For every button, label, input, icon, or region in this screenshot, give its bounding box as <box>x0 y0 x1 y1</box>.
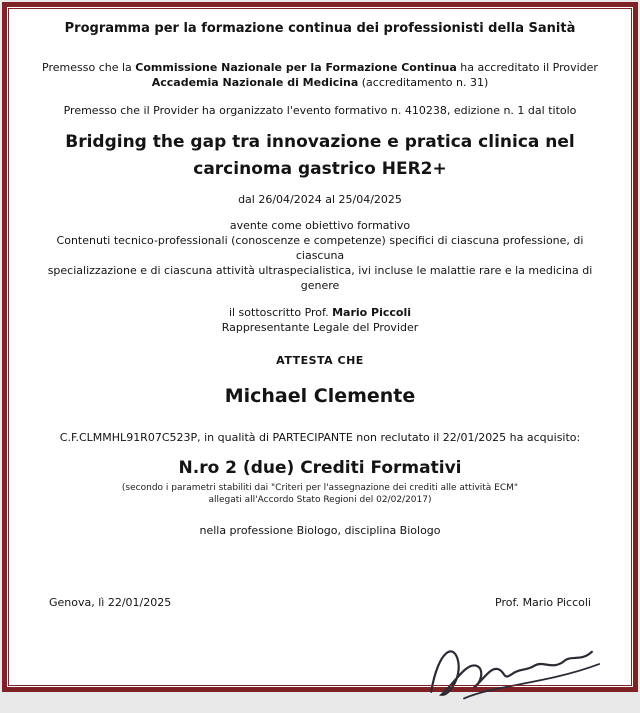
credits-note <box>37 482 603 506</box>
page-title: Programma per la formazione continua dei professionisti della Sanità <box>64 21 576 36</box>
participant-name: Michael Clemente <box>224 385 416 407</box>
fiscal-code-line: C.F.CLMMHL91R07C523P, in qualità di PARTECIPANTE non reclutato il 22/01/2025 ha acquisito: <box>59 431 581 444</box>
objective-line-2: Contenuti tecnico-professionali (conoscenze e competenze) specifici di ciascuna professione, di ciascuna <box>56 234 584 262</box>
legal-representative-role: Rappresentante Legale del Provider <box>221 321 419 334</box>
signer-name: Prof. Mario Piccoli <box>495 596 591 609</box>
event-title-line-2: carcinoma gastrico HER2+ <box>193 159 447 179</box>
premise1-text-1: Premesso che la <box>42 61 136 74</box>
profession-line: nella professione Biologo, disciplina Biologo <box>199 524 441 537</box>
undersigned-text: il sottoscritto Prof. <box>228 306 333 319</box>
objective-line-1: avente come obiettivo formativo <box>229 219 411 232</box>
legal-representative-name-bold: Mario Piccoli <box>332 306 412 319</box>
certificate-sheet <box>2 2 638 692</box>
credits-title: N.ro 2 (due) Crediti Formativi <box>178 458 462 478</box>
credits-note-line-2: allegati all'Accordo Stato Regioni del 02/02/2017) <box>208 495 432 505</box>
certificate-content <box>7 7 633 609</box>
signature-image <box>416 621 612 712</box>
event-dates: dal 26/04/2024 al 25/04/2025 <box>238 193 402 206</box>
attests-label: ATTESTA CHE <box>276 354 364 367</box>
commission-name-bold: Commissione Nazionale per la Formazione Continua <box>135 61 457 74</box>
premise1-text-2: ha accreditato il Provider <box>456 61 598 74</box>
undersigned-paragraph <box>37 305 603 335</box>
objective-paragraph <box>37 218 603 293</box>
premise-provider-paragraph <box>37 60 603 90</box>
premise-event-paragraph: Premesso che il Provider ha organizzato l'evento formativo n. 410238, edizione n. 1 dal titolo <box>63 104 577 117</box>
footer-row <box>37 596 603 609</box>
provider-name-bold: Accademia Nazionale di Medicina <box>151 76 359 89</box>
place-date: Genova, lì 22/01/2025 <box>49 596 172 609</box>
credits-note-line-1: (secondo i parametri stabiliti dai "Criteri per l'assegnazione dei crediti alle attività ECM" <box>121 483 519 493</box>
objective-line-3: specializzazione e di ciascuna attività ultraspecialistica, ivi incluse le malattie rare e la medicina di genere <box>47 264 593 292</box>
event-title <box>37 129 603 183</box>
premise1-text-3: (accreditamento n. 31) <box>358 76 489 89</box>
event-title-line-1: Bridging the gap tra innovazione e pratica clinica nel <box>65 132 575 152</box>
